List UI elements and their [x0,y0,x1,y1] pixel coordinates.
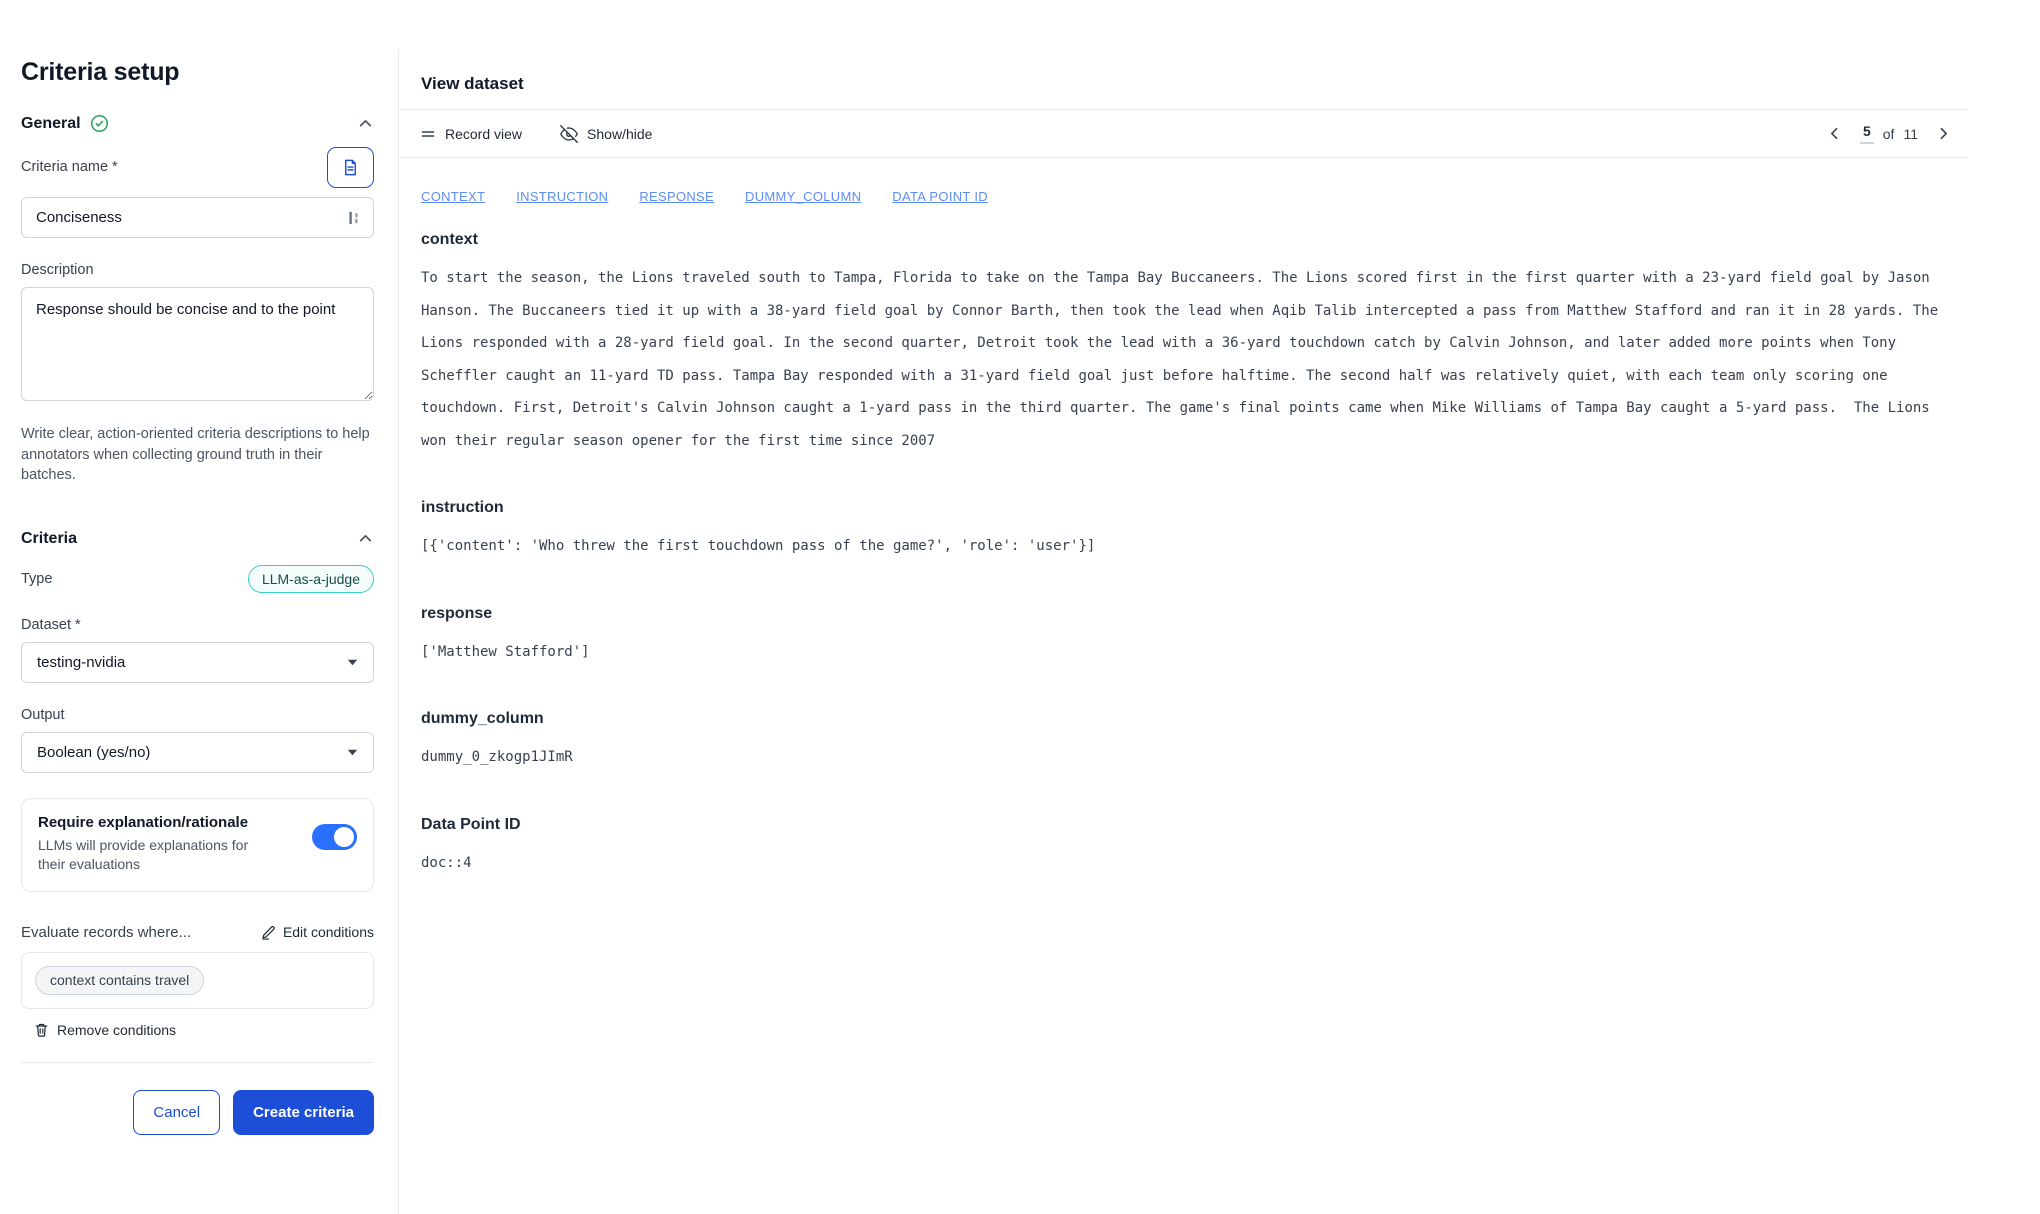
dataset-header [399,0,1968,110]
field-label: dummy_column [421,710,544,727]
dataset-panel-title: View dataset [421,74,524,93]
output-select[interactable] [21,732,374,773]
description-textarea[interactable] [21,287,374,401]
dataset-field [421,605,1944,669]
general-heading: General [21,114,81,132]
column-links [421,189,1944,204]
show-hide-label: Show/hide [587,125,653,142]
field-list [421,231,1947,879]
dataset-label: Dataset * [21,616,81,633]
output-label: Output [21,706,65,723]
insert-column-button[interactable] [327,147,374,188]
dataset-select[interactable] [21,642,374,683]
description-help-text: Write clear, action-oriented criteria descriptions to help annotators when collecting ground truth in their batches. [21,426,370,484]
column-link-context[interactable]: CONTEXT [421,189,486,204]
eye-off-icon [560,125,578,143]
field-label: response [421,604,493,622]
column-link-data-point-id[interactable]: DATA POINT ID [892,189,988,204]
toggle-knob [334,827,354,847]
pagination [1824,123,1954,144]
equals-icon [421,128,436,140]
remove-conditions-label: Remove conditions [57,1021,177,1038]
criteria-name-label: Criteria name * [21,159,118,175]
field-value: To start the season, the Lions traveled south to Tampa, Florida to take on the Tampa Bay Buccaneers. The Lions scored first in the first quarter with a 23-yard field goal by Jason Hanson. The Buccaneers tied it up with a 38-yard field goal by Connor Barth, then took the lead when Aqib Talib intercepted a pass from Matthew Stafford and ran it in 28 yards. The Lions responded with a 28-yard field goal. In the second quarter, Detroit took the lead with a 36-yard touchdown catch by Calvin Johnson, and later added more points when Tony Scheffler caught an 11-yard TD pass. Tampa Bay responded with a 31-yard field goal just before halftime. The second half was relatively quiet, with each team only scoring one touchdown. First, Detroit's Calvin Johnson caught a 1-yard pass in the third quarter. The game's final points came when Mike Williams of Tampa Bay caught a 5-yard pass. The Lions won their regular season opener for the first time since 2007 [421,270,1947,449]
condition-chip: context contains travel [35,966,204,995]
type-label: Type [21,570,53,587]
show-hide-button[interactable] [560,125,652,143]
conditions-box [21,952,374,1009]
record-content [399,189,1968,879]
dataset-field [421,710,1944,774]
check-circle-icon [90,114,109,133]
evaluate-records-label: Evaluate records where... [21,923,192,941]
field-value: [{'content': 'Who threw the first touchdown pass of the game?', 'role': 'user'}] [421,538,1096,554]
require-explanation-title: Require explanation/rationale [38,813,249,831]
caret-down-icon [347,749,358,756]
general-collapse-button[interactable] [357,115,374,132]
column-link-dummy-column[interactable]: DUMMY_COLUMN [745,189,862,204]
trash-icon [34,1022,49,1038]
dataset-toolbar [399,110,1968,158]
edit-conditions-button[interactable] [261,924,374,940]
total-pages: 11 [1903,125,1918,142]
caret-down-icon [347,659,358,666]
record-view-label: Record view [445,125,523,142]
column-link-response[interactable]: RESPONSE [639,189,715,204]
text-variable-icon[interactable] [347,210,361,225]
view-dataset-panel [399,0,1968,1214]
field-label: context [421,231,478,248]
field-value: dummy_0_zkogp1JImR [421,749,573,765]
field-value: doc::4 [421,854,472,871]
page-of-label: of [1882,125,1895,142]
require-explanation-description: LLMs will provide explanations for their evaluations [38,836,249,872]
require-explanation-toggle[interactable] [312,824,357,850]
require-explanation-card [21,798,374,892]
criteria-setup-panel [0,0,398,1214]
current-page-input[interactable]: 5 [1860,123,1874,144]
field-value: ['Matthew Stafford'] [421,643,590,660]
cancel-button[interactable]: Cancel [133,1090,220,1135]
previous-page-button[interactable] [1824,123,1845,144]
criteria-section-header [21,530,374,548]
output-select-value: Boolean (yes/no) [37,743,151,761]
criteria-heading: Criteria [21,529,78,547]
dataset-select-value: testing-nvidia [37,653,126,671]
document-icon [341,158,360,177]
criteria-collapse-button[interactable] [357,530,374,547]
dataset-field [421,816,1944,880]
criteria-name-input[interactable] [21,197,374,238]
page-title: Criteria setup [21,58,180,86]
field-label: instruction [421,499,504,516]
general-section-header [21,114,374,133]
sidebar-footer-divider [21,1062,374,1063]
description-label: Description [21,262,94,278]
dataset-field [421,499,1944,563]
record-view-button[interactable] [421,126,522,142]
dataset-field [421,231,1947,457]
pencil-icon [261,925,276,940]
remove-conditions-button[interactable] [21,1022,374,1038]
criteria-type-badge: LLM-as-a-judge [248,565,374,593]
field-label: Data Point ID [421,815,521,833]
next-page-button[interactable] [1933,123,1954,144]
create-criteria-button[interactable]: Create criteria [233,1090,374,1135]
column-link-instruction[interactable]: INSTRUCTION [516,189,609,204]
edit-conditions-label: Edit conditions [282,924,374,941]
